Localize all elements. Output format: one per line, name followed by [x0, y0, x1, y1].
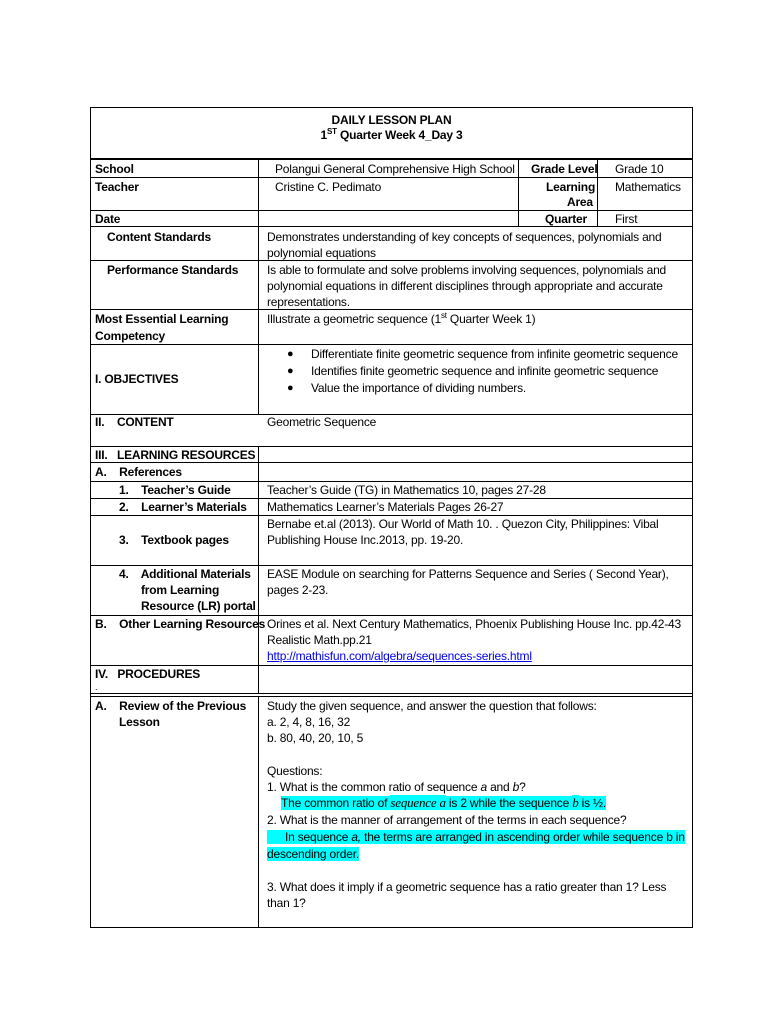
content-standards-text: Demonstrates understanding of key concepts of sequences, polynomials and — [267, 230, 662, 244]
sequence-b: b. 80, 40, 20, 10, 5 — [267, 731, 364, 745]
question-1: 1. What is the common ratio of sequence a and b? — [267, 780, 526, 794]
column-divider — [518, 159, 519, 227]
objective-item: Value the importance of dividing numbers. — [311, 381, 527, 395]
melc-value: Illustrate a geometric sequence (1st Quarter Week 1) — [267, 311, 536, 326]
procedures-dot: . — [95, 682, 98, 692]
quarter-value: First — [615, 212, 638, 226]
references-label: A. References — [95, 465, 182, 479]
procedures-label: IV. PROCEDURES — [95, 667, 201, 681]
sequence-a: a. 2, 4, 8, 16, 32 — [267, 715, 351, 729]
content-label: II. CONTENT — [95, 415, 174, 429]
row-divider — [91, 309, 692, 310]
content-standards-label: Content Standards — [107, 230, 211, 244]
questions-label: Questions: — [267, 764, 323, 778]
lesson-plan-table — [90, 107, 693, 928]
answer-1: The common ratio of sequence a is 2 while the sequence b is ½. — [281, 795, 606, 810]
additional-materials-value: pages 2-23. — [267, 583, 329, 597]
review-intro: Study the given sequence, and answer the question that follows: — [267, 699, 597, 713]
textbook-pages-value: Publishing House Inc.2013, pp. 19-20. — [267, 533, 464, 547]
question-2: 2. What is the manner of arrangement of the terms in each sequence? — [267, 813, 627, 827]
column-divider — [258, 159, 259, 414]
learners-materials-value: Mathematics Learner’s Materials Pages 26-27 — [267, 500, 504, 514]
textbook-pages-label: 3. Textbook pages — [119, 533, 229, 547]
row-divider — [91, 696, 692, 697]
additional-materials-label: from Learning — [141, 583, 220, 597]
learning-area-label: Area — [567, 195, 593, 209]
content-value: Geometric Sequence — [267, 415, 377, 429]
melc-label: Most Essential Learning — [95, 312, 229, 326]
teachers-guide-value: Teacher’s Guide (TG) in Mathematics 10, pages 27-28 — [267, 483, 546, 497]
review-lesson-label: A. Review of the Previous — [95, 699, 247, 713]
question-3: 3. What does it imply if a geometric sequence has a ratio greater than 1? Less — [267, 880, 667, 894]
row-divider — [91, 693, 692, 694]
row-divider — [91, 414, 692, 415]
objective-item: Differentiate finite geometric sequence from infinite geometric sequence — [311, 347, 678, 361]
teachers-guide-label: 1. Teacher’s Guide — [119, 483, 231, 497]
document-subtitle: 1ST Quarter Week 4_Day 3 — [320, 127, 463, 142]
question-3: than 1? — [267, 896, 306, 910]
school-value: Polangui General Comprehensive High School — [275, 162, 515, 176]
objective-item: Identifies finite geometric sequence and infinite geometric sequence — [311, 364, 659, 378]
performance-standards-label: Performance Standards — [107, 263, 239, 277]
additional-materials-label: Resource (LR) portal — [141, 599, 256, 613]
learning-resources-label: III. LEARNING RESOURCES — [95, 448, 256, 462]
performance-standards-text: Is able to formulate and solve problems involving sequences, polynomials and — [267, 263, 667, 277]
row-divider — [91, 260, 692, 261]
row-divider — [91, 210, 692, 211]
document-title: DAILY LESSON PLAN — [331, 113, 452, 127]
answer-2: descending order. — [267, 847, 360, 861]
grade-level-label: Grade Level — [531, 162, 598, 176]
textbook-pages-value: Bernabe et.al (2013). Our World of Math 10. . Quezon City, Philippines: Vibal — [267, 517, 659, 531]
column-divider — [258, 446, 259, 693]
bullet-icon: ● — [287, 365, 294, 377]
bullet-icon: ● — [287, 382, 294, 394]
grade-level-value: Grade 10 — [615, 162, 664, 176]
row-divider — [91, 226, 692, 227]
review-lesson-label: Lesson — [119, 715, 160, 729]
learning-area-value: Mathematics — [615, 180, 681, 194]
performance-standards-text: representations. — [267, 295, 350, 309]
additional-materials-label: 4. Additional Materials — [119, 567, 251, 581]
mathisfun-link[interactable]: http://mathisfun.com/algebra/sequences-series.html — [267, 649, 532, 663]
other-resources-label: B. Other Learning Resources — [95, 617, 266, 631]
row-divider — [91, 344, 692, 345]
answer-2: In sequence a, the terms are arranged in ascending order while sequence b in — [267, 829, 685, 846]
school-label: School — [95, 162, 134, 176]
row-divider — [91, 159, 692, 160]
date-label: Date — [95, 212, 121, 226]
teacher-value: Cristine C. Pedimato — [275, 180, 382, 194]
bullet-icon: ● — [287, 348, 294, 360]
teacher-label: Teacher — [95, 180, 139, 194]
learners-materials-label: 2. Learner’s Materials — [119, 500, 247, 514]
other-resources-value: Orines et al. Next Century Mathematics, Phoenix Publishing House Inc. pp.42-43 — [267, 617, 681, 631]
melc-label: Competency — [95, 329, 166, 343]
other-resources-value: Realistic Math.pp.21 — [267, 633, 372, 647]
learning-area-label: Learning — [546, 180, 596, 194]
objectives-label: I. OBJECTIVES — [95, 372, 179, 386]
quarter-label: Quarter — [545, 212, 587, 226]
additional-materials-value: EASE Module on searching for Patterns Sequence and Series ( Second Year), — [267, 567, 669, 581]
performance-standards-text: polynomial equations in different disciplines through appropriate and accurate — [267, 279, 663, 293]
content-standards-text: polynomial equations — [267, 246, 376, 260]
column-divider — [258, 696, 259, 927]
